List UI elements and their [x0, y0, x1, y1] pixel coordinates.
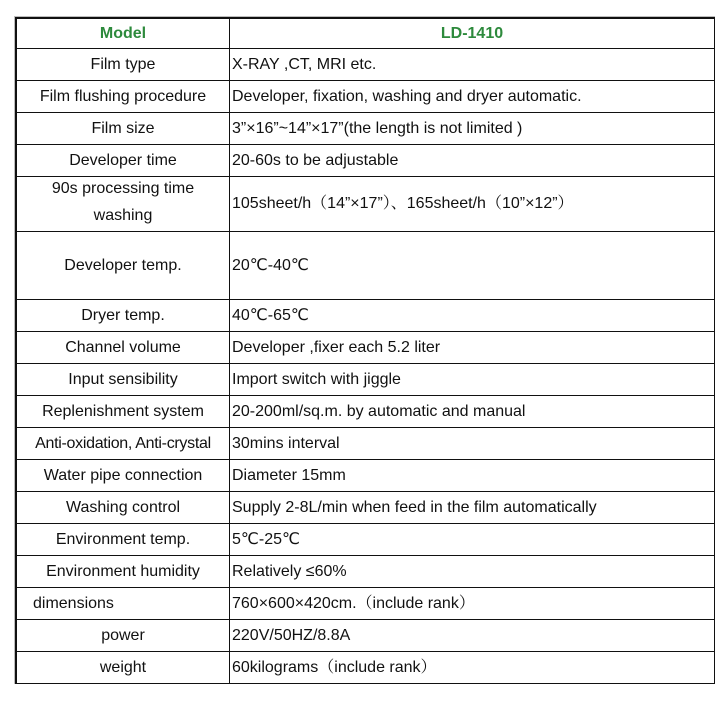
table-row [15, 49, 715, 81]
table-row [15, 524, 715, 556]
model-value: LD-1410 [230, 17, 715, 49]
row-key: Input sensibility [15, 364, 230, 396]
row-key: Film type [15, 49, 230, 81]
spec-table-container [14, 16, 715, 684]
row-key: Washing control [15, 492, 230, 524]
row-key: Film size [15, 113, 230, 145]
row-value: Supply 2-8L/min when feed in the film automatically [230, 492, 715, 524]
row-value: 3”×16”~14”×17”(the length is not limited ) [230, 113, 715, 145]
table-row [15, 300, 715, 332]
spec-table [14, 16, 715, 684]
row-key: Anti-oxidation, Anti-crystal [15, 428, 230, 460]
row-key: power [15, 620, 230, 652]
row-value: Relatively ≤60% [230, 556, 715, 588]
row-key: weight [15, 652, 230, 684]
row-value: Diameter 15mm [230, 460, 715, 492]
table-row [15, 588, 715, 620]
row-value: 20-60s to be adjustable [230, 145, 715, 177]
table-row [15, 556, 715, 588]
row-key: Environment temp. [15, 524, 230, 556]
row-value: Import switch with jiggle [230, 364, 715, 396]
row-key-line: washing [93, 207, 153, 224]
table-row [15, 81, 715, 113]
row-value: 20-200ml/sq.m. by automatic and manual [230, 396, 715, 428]
row-value: X-RAY ,CT, MRI etc. [230, 49, 715, 81]
row-key: Developer temp. [15, 232, 230, 300]
table-row [15, 364, 715, 396]
row-value: 20℃-40℃ [230, 232, 715, 300]
table-row [15, 396, 715, 428]
row-value: 40℃-65℃ [230, 300, 715, 332]
row-key: Water pipe connection [15, 460, 230, 492]
row-key [15, 177, 230, 232]
row-value: Developer ,fixer each 5.2 liter [230, 332, 715, 364]
row-value: 30mins interval [230, 428, 715, 460]
table-row [15, 145, 715, 177]
row-key: Developer time [15, 145, 230, 177]
row-value: 105sheet/h（14”×17”）、165sheet/h（10”×12”） [230, 177, 715, 232]
row-value: 5℃-25℃ [230, 524, 715, 556]
row-key-line: 90s processing time [51, 180, 195, 197]
table-row [15, 177, 715, 232]
row-value: Developer, fixation, washing and dryer automatic. [230, 81, 715, 113]
row-key: Environment humidity [15, 556, 230, 588]
table-row [15, 620, 715, 652]
row-value: 220V/50HZ/8.8A [230, 620, 715, 652]
row-value: 60kilograms（include rank） [230, 652, 715, 684]
row-value: 760×600×420cm.（include rank） [230, 588, 715, 620]
row-key: Channel volume [15, 332, 230, 364]
row-key: Dryer temp. [15, 300, 230, 332]
table-row [15, 332, 715, 364]
table-header-row [15, 17, 715, 49]
table-row [15, 232, 715, 300]
table-row [15, 428, 715, 460]
row-key: Film flushing procedure [15, 81, 230, 113]
row-key: dimensions [15, 588, 230, 620]
table-row [15, 652, 715, 684]
table-row [15, 492, 715, 524]
table-row [15, 113, 715, 145]
model-label: Model [15, 17, 230, 49]
table-row [15, 460, 715, 492]
row-key: Replenishment system [15, 396, 230, 428]
